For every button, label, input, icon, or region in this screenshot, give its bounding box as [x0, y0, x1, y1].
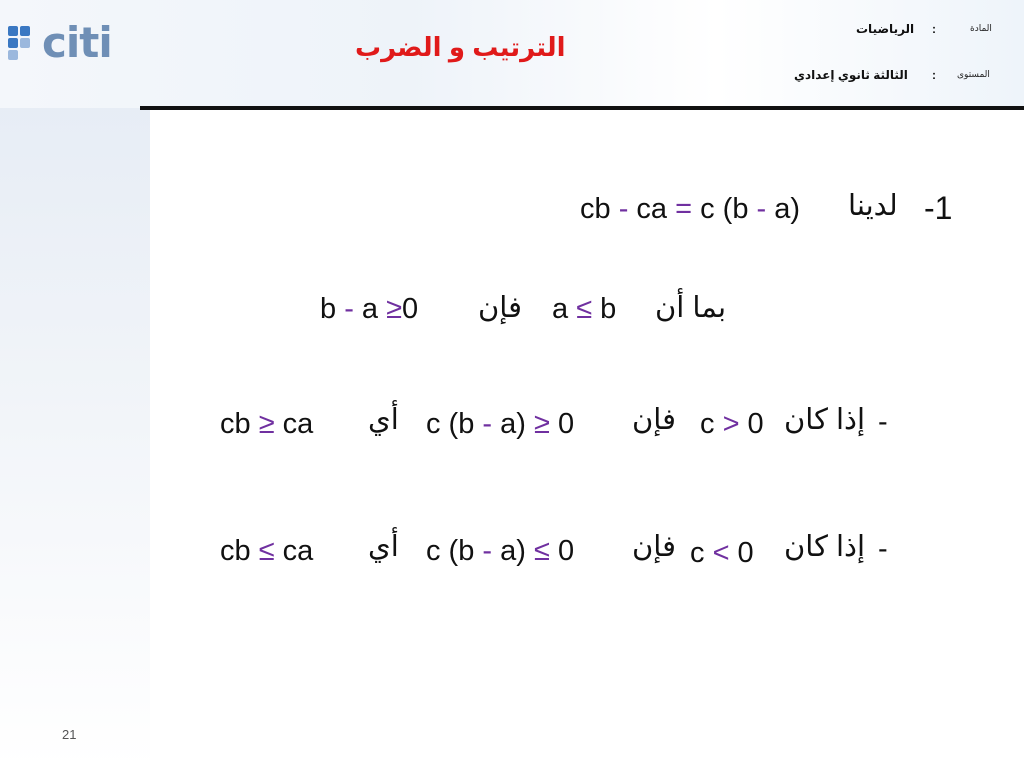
line4-conclusion: [220, 535, 313, 568]
left-gradient-band: [0, 0, 150, 768]
line4-result: [426, 535, 574, 568]
subject-label: المادة: [970, 23, 992, 33]
line4-term: 0: [729, 537, 754, 569]
line3-term: c (b: [426, 408, 483, 440]
line1-term: c (b: [692, 193, 757, 225]
line4-term: c (b: [426, 535, 483, 567]
line3-term: 0: [739, 408, 764, 440]
line2-arabic-then: فإن: [478, 292, 522, 324]
line4-arabic-then: فإن: [632, 531, 676, 563]
line4-arabic-that-is: أي: [368, 531, 399, 563]
citi-logo: [8, 18, 123, 68]
line4-term: c: [690, 537, 713, 569]
line3-operator: -: [482, 408, 493, 440]
logo-dots-icon: [8, 26, 36, 60]
line1-operator: -: [618, 193, 629, 225]
line3-term: ca: [274, 408, 314, 440]
line3-operator: ≥: [258, 408, 275, 440]
line3-term: 0: [549, 408, 575, 440]
line4-term: ca: [274, 535, 314, 567]
level-label: المستوى: [957, 69, 990, 79]
level-value: الثالثة ثانوي إعدادي: [794, 68, 908, 82]
line3-result: [426, 408, 574, 441]
line3-operator: ≥: [533, 408, 550, 440]
slide-title: الترتيب و الضرب: [355, 32, 566, 62]
logo-text: citi: [42, 18, 112, 67]
line3-operator: >: [722, 408, 740, 440]
line4-term: 0: [549, 535, 575, 567]
header-divider: [140, 106, 1024, 110]
line3-conclusion: [220, 408, 313, 441]
line3-condition: [700, 408, 764, 441]
line4-term: a): [492, 535, 534, 567]
line2-arabic-since: بما أن: [655, 292, 727, 324]
line4-term: cb: [220, 535, 259, 567]
line1-number: -1: [924, 190, 953, 226]
line3-arabic-then: فإن: [632, 404, 676, 436]
line4-operator: ≤: [533, 535, 550, 567]
line4-operator: ≤: [258, 535, 275, 567]
line3-arabic-if: إذا كان: [784, 404, 866, 436]
line2-term: a: [552, 293, 577, 325]
line1-term: a): [766, 193, 801, 225]
line2-operator: ≤: [576, 293, 593, 325]
line2-condition: [552, 293, 616, 326]
line2-operator: -: [344, 293, 354, 325]
line1-equation: [580, 193, 800, 226]
line3-term: c: [700, 408, 723, 440]
subject-value: الرياضيات: [856, 22, 915, 36]
line4-arabic-if: إذا كان: [784, 531, 866, 563]
line4-operator: <: [712, 537, 730, 569]
line2-term: a: [353, 293, 387, 325]
line4-dash: -: [878, 533, 888, 565]
line3-term: cb: [220, 408, 259, 440]
line2-term: 0: [402, 293, 419, 325]
line1-operator: =: [675, 193, 693, 225]
line2-term: b: [320, 293, 345, 325]
subject-separator: :: [932, 22, 936, 36]
line2-operator: ≥: [386, 293, 403, 325]
page-number: 21: [62, 727, 77, 742]
line4-operator: -: [482, 535, 493, 567]
line1-operator: -: [756, 193, 767, 225]
line1-arabic-intro: لدينا: [848, 190, 898, 222]
line3-dash: -: [878, 406, 888, 438]
line1-term: ca: [628, 193, 676, 225]
line2-term: b: [592, 293, 617, 325]
line1-term: cb: [580, 193, 619, 225]
level-separator: :: [932, 68, 936, 82]
line3-arabic-that-is: أي: [368, 404, 399, 436]
line4-condition: [690, 537, 754, 570]
line2-result: [320, 293, 418, 326]
line3-term: a): [492, 408, 534, 440]
